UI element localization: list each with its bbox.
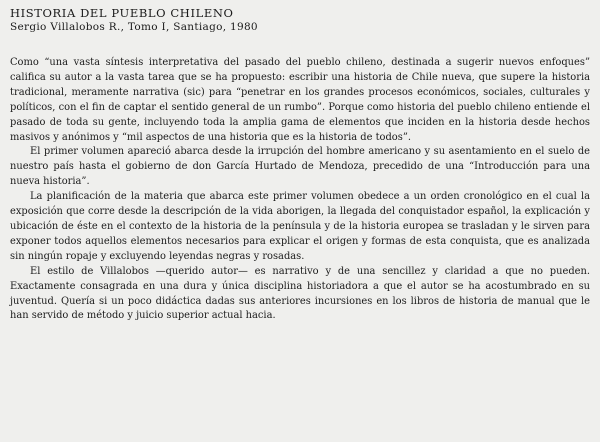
paragraph-2: El primer volumen apareció abarca desde la irrupción del hombre americano y su asentamiento en el suelo de nuestro país hasta el gobierno de don García Hurtado de Mendoza, precedido de una “Introducción para una nueva historia”. — [10, 146, 590, 188]
paragraph-3: La planificación de la materia que abarca este primer volumen obedece a un orden cronológico en el cual la exposición que corre desde la descripción de la vida aborigen, la llegada del conquistador español, la explicación y ubicación de éste en el contexto de la historia de la península y de la historia europea se trasladan y le sirven para exponer todos aquellos elementos necesarios para explicar el origen y formas de esta conquista, que es analizada sin ningún ropaje y excluyendo leyendas negras y rosadas. — [10, 191, 590, 262]
book-citation: Sergio Villalobos R., Tomo I, Santiago, 1980 — [10, 21, 258, 33]
body-text — [10, 56, 590, 324]
paragraph-4: El estilo de Villalobos —querido autor— es narrativo y de una sencillez y claridad a que no pueden. Exactamente consagrada en una dura y única disciplina historiadora a que el autor se ha acostumbrado en su juventud. Quería si un poco didáctica dadas sus anteriores incursiones en los libros de historia de manual que le han servido de método y juicio superior actual hacia. — [10, 265, 590, 322]
document-title: HISTORIA DEL PUEBLO CHILENO — [10, 6, 234, 20]
paragraph-1: Como “una vasta síntesis interpretativa del pasado del pueblo chileno, destinada a sugerir nuevos enfoques” califica su autor a la vasta tarea que se ha propuesto: escribir una historia de Chile nueva, que supere la historia tradicional, meramente narrativa (sic) para “penetrar en los grandes procesos económicos, sociales, culturales y políticos, con el fin de captar el sentido general de un rumbo”. Porque como historia del pueblo chileno entiende el pasado de toda su gente, incluyendo toda la amplia gama de elementos que inciden en la historia desde hechos masivos y anónimos y “mil aspectos de una historia que es la historia de todos”. — [10, 57, 590, 143]
